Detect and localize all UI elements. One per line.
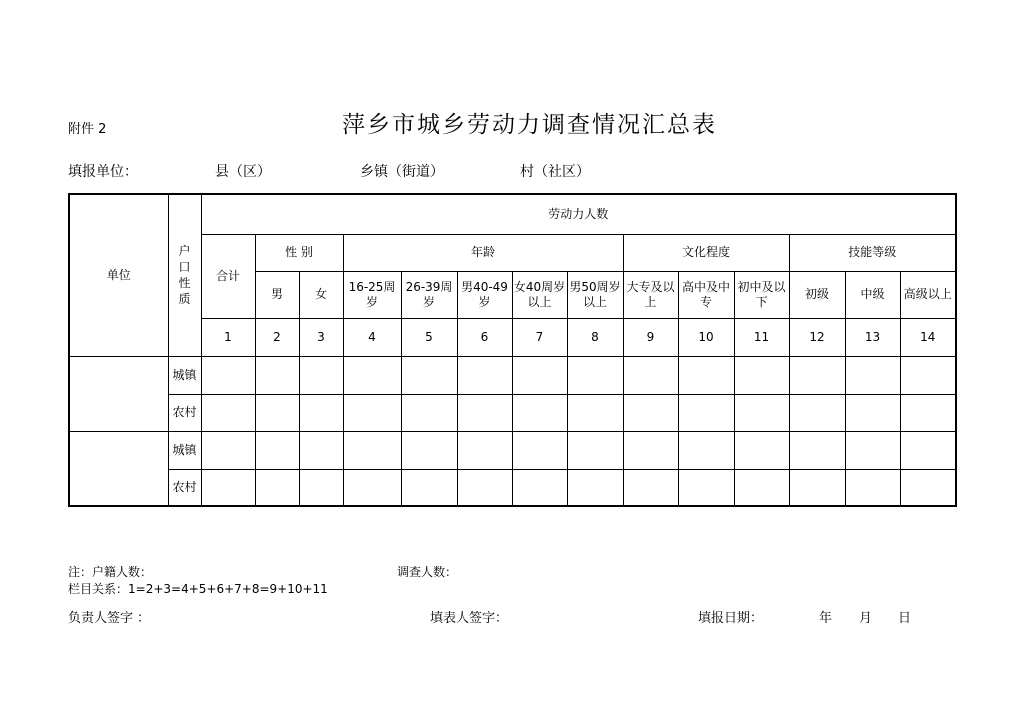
- household-type-header: 户口性质: [168, 194, 201, 356]
- skill-col-header: 高级以上: [900, 271, 956, 318]
- month-label: 月: [859, 611, 873, 626]
- age-col-header: 男50周岁以上: [567, 271, 623, 318]
- table-row: [69, 431, 956, 469]
- surveyed-count-label: 调查人数：: [397, 565, 458, 579]
- col-number: 1: [201, 318, 255, 356]
- skill-col-header: 初级: [789, 271, 845, 318]
- unit-cell[interactable]: [69, 356, 168, 431]
- day-label: 日: [898, 611, 912, 626]
- town-label: 乡镇（街道）: [360, 164, 444, 180]
- unit-cell[interactable]: [69, 431, 168, 506]
- urban-label: 城镇: [168, 431, 201, 469]
- age-col-header: 16-25周岁: [343, 271, 401, 318]
- filler-signature-label: 填表人签字：: [430, 611, 509, 626]
- col-number: 11: [734, 318, 789, 356]
- page-title: 萍乡市城乡劳动力调查情况汇总表: [342, 112, 717, 138]
- col-number: 2: [255, 318, 299, 356]
- age-col-header: 女40周岁以上: [512, 271, 567, 318]
- unit-header: 单位: [69, 194, 168, 356]
- column-relation-note: 栏目关系：1=2+3=4+5+6+7+8=9+10+11: [68, 582, 328, 596]
- rural-label: 农村: [168, 469, 201, 506]
- age-col-header: 26-39周岁: [401, 271, 457, 318]
- edu-col-header: 大专及以上: [623, 271, 678, 318]
- col-number: 12: [789, 318, 845, 356]
- female-header: 女: [299, 271, 343, 318]
- rural-label: 农村: [168, 394, 201, 431]
- col-number: 5: [401, 318, 457, 356]
- table-row: [69, 356, 956, 394]
- col-number: 9: [623, 318, 678, 356]
- male-header: 男: [255, 271, 299, 318]
- urban-label: 城镇: [168, 356, 201, 394]
- edu-col-header: 初中及以下: [734, 271, 789, 318]
- gender-header: 性 别: [255, 234, 343, 271]
- age-col-header: 男40-49岁: [457, 271, 512, 318]
- county-label: 县（区）: [215, 164, 271, 180]
- skill-header: 技能等级: [789, 234, 956, 271]
- table-row: [69, 469, 956, 506]
- responsible-signature-label: 负责人签字 ：: [68, 611, 151, 626]
- col-number: 10: [678, 318, 734, 356]
- col-number: 6: [457, 318, 512, 356]
- year-label: 年: [819, 611, 833, 626]
- registered-count-label: 注：户籍人数：: [68, 565, 153, 579]
- labor-count-header: 劳动力人数: [201, 194, 956, 234]
- age-header: 年龄: [343, 234, 623, 271]
- reporting-unit-label: 填报单位：: [68, 164, 138, 180]
- edu-col-header: 高中及中专: [678, 271, 734, 318]
- col-number: 8: [567, 318, 623, 356]
- col-number: 14: [900, 318, 956, 356]
- table-row: [69, 394, 956, 431]
- fill-date-label: 填报日期：: [698, 611, 764, 626]
- skill-col-header: 中级: [845, 271, 900, 318]
- col-number: 13: [845, 318, 900, 356]
- col-number: 7: [512, 318, 567, 356]
- attachment-label: 附件 2: [68, 122, 107, 137]
- total-header: 合计: [201, 234, 255, 318]
- col-number: 4: [343, 318, 401, 356]
- village-label: 村（社区）: [520, 164, 590, 180]
- education-header: 文化程度: [623, 234, 789, 271]
- col-number: 3: [299, 318, 343, 356]
- labor-survey-table: [68, 193, 957, 507]
